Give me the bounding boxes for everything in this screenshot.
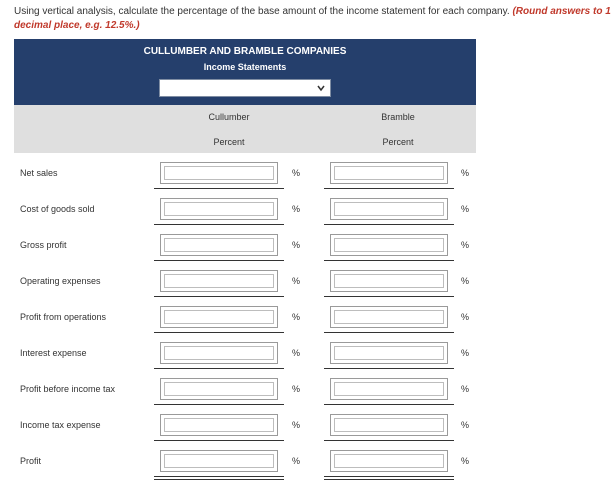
input-field-inner [334, 454, 444, 468]
bramble-percent-input[interactable] [330, 414, 448, 436]
bramble-percent-input[interactable] [330, 378, 448, 400]
cullumber-percent-input[interactable] [160, 450, 278, 472]
column-header-band [14, 105, 476, 153]
cullumber-percent-input[interactable] [160, 270, 278, 292]
chevron-down-icon [316, 83, 326, 93]
row-label: Cost of goods sold [20, 204, 95, 214]
row-label: Interest expense [20, 348, 87, 358]
cullumber-underline [154, 332, 284, 333]
input-field-inner [164, 166, 274, 180]
percent-sign: % [461, 384, 470, 394]
cullumber-underline [154, 440, 284, 441]
percent-sign: % [461, 168, 470, 178]
cullumber-percent-header: Percent [213, 137, 245, 147]
bramble-underline [324, 368, 454, 369]
bramble-column-header: Bramble [381, 112, 415, 122]
row-label: Profit before income tax [20, 384, 116, 394]
input-field-inner [164, 454, 274, 468]
cullumber-percent-input[interactable] [160, 342, 278, 364]
percent-sign: % [461, 204, 470, 214]
bramble-percent-input[interactable] [330, 234, 448, 256]
row-label: Operating expenses [20, 276, 101, 286]
percent-sign: % [292, 420, 301, 430]
cullumber-column-header: Cullumber [208, 112, 250, 122]
percent-sign: % [461, 456, 470, 466]
percent-sign: % [292, 312, 301, 322]
bramble-percent-input[interactable] [330, 306, 448, 328]
bramble-percent-input[interactable] [330, 198, 448, 220]
cullumber-percent-input[interactable] [160, 378, 278, 400]
instructions-text: Using vertical analysis, calculate the percentage of the base amount of the income statement for each company. [14, 6, 510, 17]
bramble-double-underline [324, 479, 454, 480]
bramble-underline [324, 188, 454, 189]
row-label: Profit from operations [20, 312, 107, 322]
percent-sign: % [292, 240, 301, 250]
company-title: CULLUMBER AND BRAMBLE COMPANIES [143, 46, 347, 57]
percent-sign: % [292, 204, 301, 214]
cullumber-percent-input[interactable] [160, 162, 278, 184]
bramble-percent-input[interactable] [330, 162, 448, 184]
input-field-inner [334, 418, 444, 432]
input-field-inner [334, 238, 444, 252]
cullumber-underline [154, 224, 284, 225]
percent-sign: % [292, 348, 301, 358]
statement-title: Income Statements [203, 62, 287, 72]
cullumber-percent-input[interactable] [160, 234, 278, 256]
cullumber-underline [154, 260, 284, 261]
cullumber-percent-input[interactable] [160, 306, 278, 328]
input-field-inner [334, 166, 444, 180]
input-field-inner [334, 202, 444, 216]
bramble-percent-input[interactable] [330, 342, 448, 364]
cullumber-underline [154, 404, 284, 405]
percent-sign: % [292, 384, 301, 394]
bramble-underline [324, 440, 454, 441]
percent-sign: % [461, 240, 470, 250]
bramble-underline [324, 296, 454, 297]
input-field-inner [164, 382, 274, 396]
bramble-percent-input[interactable] [330, 450, 448, 472]
input-field-inner [164, 202, 274, 216]
row-label: Profit [20, 456, 42, 466]
input-field-inner [164, 418, 274, 432]
input-field-inner [164, 238, 274, 252]
instructions-emphasis: (Round answers to 1 decimal place, e.g. 12.5%.) [14, 6, 611, 31]
percent-sign: % [461, 420, 470, 430]
percent-sign: % [461, 276, 470, 286]
bramble-percent-input[interactable] [330, 270, 448, 292]
bramble-underline [324, 332, 454, 333]
row-label: Income tax expense [20, 420, 101, 430]
input-field-inner [334, 274, 444, 288]
input-field-inner [164, 274, 274, 288]
cullumber-underline [154, 188, 284, 189]
bramble-underline [324, 476, 454, 477]
input-field-inner [334, 310, 444, 324]
percent-sign: % [461, 312, 470, 322]
cullumber-double-underline [154, 479, 284, 480]
input-field-inner [334, 382, 444, 396]
bramble-underline [324, 260, 454, 261]
cullumber-underline [154, 296, 284, 297]
bramble-underline [324, 404, 454, 405]
statement-select[interactable] [159, 79, 331, 97]
row-label: Net sales [20, 168, 58, 178]
cullumber-percent-input[interactable] [160, 414, 278, 436]
input-field-inner [164, 346, 274, 360]
cullumber-underline [154, 368, 284, 369]
percent-sign: % [292, 168, 301, 178]
percent-sign: % [292, 456, 301, 466]
input-field-inner [164, 310, 274, 324]
cullumber-underline [154, 476, 284, 477]
bramble-percent-header: Percent [382, 137, 414, 147]
instructions [14, 5, 614, 33]
row-label: Gross profit [20, 240, 67, 250]
cullumber-percent-input[interactable] [160, 198, 278, 220]
bramble-underline [324, 224, 454, 225]
percent-sign: % [461, 348, 470, 358]
statement-header [14, 39, 476, 105]
percent-sign: % [292, 276, 301, 286]
input-field-inner [334, 346, 444, 360]
